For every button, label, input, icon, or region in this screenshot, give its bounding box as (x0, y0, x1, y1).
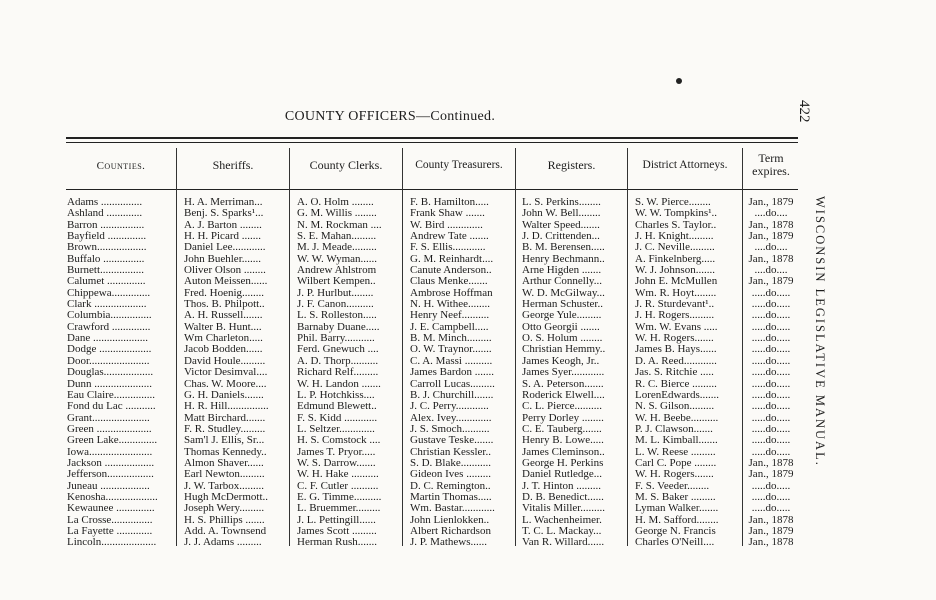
table-cell-clerk: M. J. Meade......... (297, 242, 377, 254)
table-cell-clerk: W. H. Landon ....... (297, 378, 381, 390)
table-cell-register: D. B. Benedict...... (522, 491, 604, 503)
table-cell-treasurer: S. D. Blake........... (410, 457, 491, 469)
table-cell-expires: .....do..... (751, 310, 791, 322)
table-cell-expires: ....do.... (754, 242, 788, 254)
table-cell-treasurer: Gustave Teske....... (410, 435, 494, 447)
table-cell-treasurer: James Bardon ....... (410, 367, 495, 379)
table-cell-attorney: John E. McMullen (635, 276, 718, 288)
table-cell-clerk: N. M. Rockman .... (297, 219, 382, 231)
table-cell-expires: ....do.... (754, 208, 788, 220)
table-cell-clerk: L. P. Hotchkiss.... (297, 389, 375, 401)
header-county-clerks: County Clerks. (309, 158, 383, 172)
table-cell-county: Grant..................... (67, 412, 150, 424)
table-cell-sheriff: Benj. S. Sparks¹... (184, 208, 264, 220)
table-cell-attorney: S. W. Pierce........ (635, 197, 711, 208)
table-cell-treasurer: F. B. Hamilton..... (410, 197, 489, 208)
column-divider (515, 148, 516, 546)
table-cell-expires: ....do.... (754, 265, 788, 277)
header-county-treasurers: County Treasurers. (415, 159, 503, 171)
table-cell-attorney: A. Finkelnberg..... (635, 253, 716, 265)
table-cell-treasurer: Henry Neef.......... (410, 310, 490, 322)
table-cell-clerk: L. Seltzer............. (297, 423, 375, 435)
table-cell-sheriff: F. R. Studley......... (184, 423, 266, 435)
table-cell-sheriff: Almon Shaver...... (184, 457, 264, 469)
table-cell-clerk: Edmund Blewett.. (297, 401, 377, 413)
top-rule-thin (66, 142, 798, 143)
running-title: WISCONSIN LEGISLATIVE MANUAL. (813, 196, 827, 467)
table-cell-expires: .....do..... (751, 435, 791, 447)
table-cell-treasurer: J. S. Smoch.......... (410, 423, 490, 435)
table-cell-attorney: James B. Hays...... (635, 344, 717, 356)
table-cell-county: Kenosha................... (67, 491, 158, 503)
table-cell-attorney: R. C. Bierce ......... (635, 378, 717, 390)
table-cell-attorney: M. S. Baker ......... (635, 491, 716, 503)
table-cell-expires: .....do..... (751, 355, 791, 367)
table-cell-expires: Jan., 1879 (748, 197, 794, 208)
table-cell-sheriff: J. W. Tarbox......... (184, 480, 265, 492)
table-cell-attorney: N. S. Gilson......... (635, 401, 715, 413)
table-cell-sheriff: Daniel Lee............ (184, 242, 266, 254)
table-cell-sheriff: Earl Newton......... (184, 469, 265, 481)
table-cell-county: Door...................... (67, 355, 150, 367)
table-cell-county: Dodge ................... (67, 344, 152, 356)
table-cell-sheriff: Walter B. Hunt.... (184, 321, 262, 333)
column-divider (402, 148, 403, 546)
table-cell-sheriff: Thos. B. Philpott.. (184, 299, 265, 311)
table-cell-clerk: G. M. Willis ........ (297, 208, 377, 220)
table-cell-register: Henry Bechmann.. (522, 253, 605, 265)
table-cell-county: Jackson .................. (67, 457, 155, 469)
table-cell-register: J. D. Crittenden... (522, 231, 600, 243)
table-cell-register: Perry Dorley ........ (522, 412, 604, 424)
table-cell-register: Roderick Elwell.... (522, 389, 605, 401)
table-cell-clerk: H. S. Comstock .... (297, 435, 381, 447)
table-cell-county: Dane .................... (67, 333, 148, 345)
table-cell-sheriff: Joseph Wery......... (184, 503, 265, 515)
table-cell-treasurer: Wm. Bastar............ (410, 503, 495, 515)
table-cell-county: Jefferson................. (67, 469, 154, 481)
table-cell-treasurer: F. S. Ellis............ (410, 242, 486, 254)
table-cell-treasurer: B. J. Churchill....... (410, 389, 494, 401)
table-cell-county: Brown.................. (67, 242, 147, 254)
table-cell-register: O. S. Holum ........ (522, 333, 603, 345)
table-cell-county: Juneau .................. (67, 480, 150, 492)
table-cell-clerk: Andrew Ahlstrom (297, 265, 377, 277)
table-cell-sheriff: David Houle......... (184, 355, 266, 367)
table-cell-expires: .....do..... (751, 321, 791, 333)
table-cell-county: Dunn ..................... (67, 378, 152, 390)
table-cell-county: Fond du Lac ........... (67, 401, 156, 413)
table-cell-attorney: LorenEdwards....... (635, 389, 720, 401)
table-cell-attorney: Charles O'Neill.... (635, 537, 715, 549)
table-cell-treasurer: J. E. Campbell..... (410, 321, 489, 333)
table-cell-register: Daniel Rutledge... (522, 469, 603, 481)
table-cell-attorney: W. H. Rogers....... (635, 333, 714, 345)
table-cell-attorney: W. H. Rogers....... (635, 469, 714, 481)
table-cell-treasurer: B. M. Minch......... (410, 333, 492, 345)
table-cell-attorney: J. H. Knight......... (635, 231, 714, 243)
table-cell-clerk: S. E. Mahan......... (297, 231, 377, 243)
table-cell-treasurer: O. W. Traynor....... (410, 344, 492, 356)
column-registers (522, 197, 626, 549)
column-sheriffs (184, 197, 288, 549)
table-cell-attorney: M. L. Kimball....... (635, 435, 718, 447)
table-cell-sheriff: Add. A. Townsend (184, 525, 267, 537)
table-cell-expires: .....do..... (751, 503, 791, 515)
table-cell-expires: Jan., 1879 (748, 231, 794, 243)
table-cell-expires: Jan., 1878 (748, 253, 794, 265)
table-cell-attorney: Lyman Walker....... (635, 503, 719, 515)
table-cell-treasurer: Andrew Tate ....... (410, 231, 489, 243)
column-divider (176, 148, 177, 546)
table-cell-clerk: W. H. Hake .......... (297, 469, 379, 481)
table-cell-expires: Jan., 1878 (748, 537, 794, 549)
table-cell-clerk: James T. Pryor..... (297, 446, 376, 458)
table-cell-sheriff: Auton Meissen...... (184, 276, 268, 288)
table-cell-attorney: J. H. Rogers......... (635, 310, 715, 322)
table-cell-county: Calumet .............. (67, 276, 146, 288)
table-cell-clerk: W. W. Wyman...... (297, 253, 378, 265)
table-cell-county: La Fayette ............. (67, 525, 153, 537)
table-cell-register: Christian Hemmy.. (522, 344, 606, 356)
table-cell-sheriff: Chas. W. Moore.... (184, 378, 267, 390)
table-cell-attorney: J. C. Neville......... (635, 242, 715, 254)
table-cell-county: Adams ............... (67, 197, 143, 208)
table-cell-attorney: W. H. Beebe.......... (635, 412, 719, 424)
table-cell-treasurer: N. H. Withee........ (410, 299, 491, 311)
table-cell-treasurer: Canute Anderson.. (410, 265, 492, 277)
table-cell-expires: .....do..... (751, 389, 791, 401)
table-cell-register: John W. Bell........ (522, 208, 601, 220)
table-cell-treasurer: Ambrose Hoffman (410, 287, 493, 299)
table-cell-expires: .....do..... (751, 423, 791, 435)
column-divider (742, 148, 743, 546)
table-cell-expires: .....do..... (751, 287, 791, 299)
table-cell-county: Chippewa.............. (67, 287, 151, 299)
table-cell-register: Van R. Willard...... (522, 537, 605, 549)
table-cell-county: Douglas.................. (67, 367, 154, 379)
column-term-expires (744, 197, 798, 549)
table-cell-clerk: Herman Rush....... (297, 537, 378, 549)
table-cell-treasurer: G. M. Reinhardt.... (410, 253, 494, 265)
page-number: 422 (796, 100, 812, 123)
table-cell-attorney: L. W. Reese ......... (635, 446, 716, 458)
table-cell-register: L. S. Perkins........ (522, 197, 601, 208)
table-cell-register: S. A. Peterson....... (522, 378, 604, 390)
table-cell-treasurer: J. C. Perry............ (410, 401, 489, 413)
table-cell-attorney: P. J. Clawson....... (635, 423, 713, 435)
column-county-clerks (297, 197, 401, 549)
table-cell-county: La Crosse............... (67, 514, 153, 526)
table-cell-attorney: Jas. S. Ritchie ..... (635, 367, 714, 379)
header-sheriffs: Sheriffs. (212, 158, 254, 172)
table-cell-expires: Jan., 1879 (748, 469, 794, 481)
table-cell-sheriff: H. R. Hill............... (184, 401, 269, 413)
table-cell-sheriff: A. H. Russell....... (184, 310, 263, 322)
table-cell-county: Burnett................ (67, 265, 144, 277)
column-district-attorneys (635, 197, 741, 549)
table-cell-register: James Keogh, Jr.. (522, 355, 600, 367)
table-cell-attorney: Carl C. Pope ........ (635, 457, 717, 469)
table-cell-treasurer: Albert Richardson (410, 525, 491, 537)
table-cell-county: Iowa....................... (67, 446, 153, 458)
table-cell-clerk: F. S. Kidd ............ (297, 412, 378, 424)
table-cell-clerk: E. G. Timme.......... (297, 491, 382, 503)
table-cell-expires: .....do..... (751, 299, 791, 311)
table-cell-sheriff: Fred. Hoenig........ (184, 287, 265, 299)
table-cell-county: Lincoln.................... (67, 537, 157, 549)
column-divider (289, 148, 290, 546)
table-cell-county: Kewaunee .............. (67, 503, 155, 515)
table-cell-clerk: A. D. Thorp.......... (297, 355, 379, 367)
table-cell-expires: .....do..... (751, 344, 791, 356)
table-cell-register: L. Wachenheimer. (522, 514, 602, 526)
table-cell-expires: .....do..... (751, 378, 791, 390)
table-cell-treasurer: Christian Kessler.. (410, 446, 491, 458)
table-cell-treasurer: Carroll Lucas......... (410, 378, 495, 390)
table-cell-register: C. L. Pierce.......... (522, 401, 603, 413)
table-cell-county: Crawford .............. (67, 321, 151, 333)
header-counties: Counties. (96, 160, 146, 172)
table-cell-treasurer: W. Bird ............. (410, 219, 483, 231)
table-cell-county: Barron ................ (67, 219, 145, 231)
table-cell-register: W. D. McGilway... (522, 287, 605, 299)
table-cell-attorney: Charles S. Taylor.. (635, 219, 717, 231)
table-cell-sheriff: Victor Desimval.... (184, 367, 268, 379)
table-cell-sheriff: J. J. Adams ......... (184, 537, 262, 549)
header-registers: Registers. (547, 158, 596, 172)
table-cell-sheriff: A. J. Barton ........ (184, 219, 262, 231)
table-cell-clerk: Richard Relf......... (297, 367, 379, 379)
table-cell-sheriff: Hugh McDermott.. (184, 491, 269, 503)
table-cell-county: Clark ................... (67, 299, 147, 311)
table-cell-clerk: A. O. Holm ........ (297, 197, 374, 208)
table-cell-expires: .....do..... (751, 333, 791, 345)
table-cell-register: Otto Georgii ....... (522, 321, 600, 333)
table-cell-register: George Yule......... (522, 310, 602, 322)
table-cell-clerk: Phil. Barry........... (297, 333, 375, 345)
table-cell-register: J. T. Hinton ......... (522, 480, 602, 492)
table-cell-clerk: L. S. Rolleston..... (297, 310, 377, 322)
table-cell-expires: .....do..... (751, 446, 791, 458)
table-cell-attorney: D. A. Reed............ (635, 355, 717, 367)
table-cell-register: Arthur Connelly... (522, 276, 602, 288)
page-title: COUNTY OFFICERS—Continued. (284, 109, 496, 124)
table-cell-attorney: F. S. Veeder........ (635, 480, 710, 492)
table-cell-treasurer: J. P. Mathews...... (410, 537, 488, 549)
table-cell-expires: Jan., 1879 (748, 276, 794, 288)
table-cell-attorney: J. R. Sturdevant¹.. (635, 299, 715, 311)
table-cell-register: Herman Schuster.. (522, 299, 603, 311)
table-cell-clerk: C. F. Cutler .......... (297, 480, 379, 492)
table-cell-expires: Jan., 1878 (748, 219, 794, 231)
table-cell-register: C. E. Tauberg....... (522, 423, 602, 435)
table-cell-county: Buffalo ............... (67, 253, 145, 265)
table-cell-sheriff: Oliver Olson ........ (184, 265, 266, 277)
table-cell-expires: Jan., 1879 (748, 525, 794, 537)
table-cell-county: Green .................... (67, 423, 152, 435)
table-cell-sheriff: Wm Charleton..... (184, 333, 263, 345)
table-cell-clerk: J. F. Canon.......... (297, 299, 374, 311)
table-cell-county: Bayfield .............. (67, 231, 147, 243)
table-cell-expires: .....do..... (751, 401, 791, 413)
table-cell-sheriff: Jacob Bodden...... (184, 344, 263, 356)
table-cell-treasurer: C. A. Massi .......... (410, 355, 493, 367)
table-cell-register: Arne Higden ....... (522, 265, 602, 277)
header-term-expires: Term expires. (752, 151, 790, 178)
table-cell-clerk: Ferd. Gnewuch .... (297, 344, 379, 356)
table-cell-register: James Cleminson.. (522, 446, 605, 458)
table-cell-attorney: W. J. Johnson....... (635, 265, 715, 277)
table-cell-expires: .....do..... (751, 480, 791, 492)
table-cell-sheriff: G. H. Daniels....... (184, 389, 264, 401)
table-cell-treasurer: Frank Shaw ....... (410, 208, 485, 220)
table-cell-attorney: George N. Francis (635, 525, 716, 537)
table-cell-county: Green Lake.............. (67, 435, 158, 447)
table-cell-attorney: Wm. R. Hoyt........ (635, 287, 717, 299)
table-cell-treasurer: Gideon Ives ......... (410, 469, 491, 481)
table-cell-sheriff: Sam'l J. Ellis, Sr... (184, 435, 265, 447)
table-cell-sheriff: H. S. Phillips ....... (184, 514, 265, 526)
table-cell-sheriff: Matt Birchard....... (184, 412, 266, 424)
table-cell-treasurer: Claus Menke....... (410, 276, 488, 288)
header-district-attorneys: District Attorneys. (642, 159, 728, 171)
table-cell-sheriff: H. A. Merriman... (184, 197, 263, 208)
table-cell-attorney: W. W. Tompkins¹.. (635, 208, 717, 220)
table-cell-register: George H. Perkins (522, 457, 604, 469)
table-cell-expires: .....do..... (751, 491, 791, 503)
table-cell-treasurer: D. C. Remington.. (410, 480, 491, 492)
table-cell-attorney: H. M. Safford........ (635, 514, 719, 526)
table-cell-treasurer: John Lienlokken.. (410, 514, 490, 526)
table-cell-treasurer: Alex. Ivey............. (410, 412, 492, 424)
table-cell-register: B. M. Berensen..... (522, 242, 605, 254)
table-cell-clerk: James Scott ......... (297, 525, 377, 537)
table-cell-register: Walter Speed....... (522, 219, 600, 231)
table-cell-clerk: W. S. Darrow....... (297, 457, 376, 469)
table-cell-county: Eau Claire............... (67, 389, 155, 401)
table-cell-sheriff: H. H. Picard ....... (184, 231, 261, 243)
table-cell-clerk: L. Bruemmer......... (297, 503, 381, 515)
table-cell-sheriff: Thomas Kennedy.. (184, 446, 267, 458)
table-cell-county: Columbia............... (67, 310, 152, 322)
table-cell-treasurer: Martin Thomas..... (410, 491, 492, 503)
column-county-treasurers (410, 197, 514, 549)
table-cell-attorney: Wm. W. Evans ..... (635, 321, 718, 333)
table-cell-county: Ashland ............. (67, 208, 143, 220)
table-cell-expires: .....do..... (751, 412, 791, 424)
table-cell-sheriff: John Buehler....... (184, 253, 261, 265)
table-cell-clerk: Wilbert Kempen.. (297, 276, 376, 288)
table-cell-clerk: J. P. Hurlbut........ (297, 287, 374, 299)
ink-dot (676, 78, 682, 84)
table-cell-expires: Jan., 1878 (748, 457, 794, 469)
table-cell-expires: Jan., 1878 (748, 514, 794, 526)
table-cell-expires: .....do..... (751, 367, 791, 379)
top-rule-thick (66, 137, 798, 139)
table-cell-clerk: Barnaby Duane..... (297, 321, 380, 333)
table-cell-register: James Syer............ (522, 367, 605, 379)
table-cell-register: Vitalis Miller......... (522, 503, 606, 515)
column-divider (627, 148, 628, 546)
table-cell-register: T. C. L. Mackay... (522, 525, 602, 537)
table-cell-register: Henry B. Lowe..... (522, 435, 604, 447)
column-counties (67, 197, 174, 549)
table-cell-clerk: J. L. Pettingill...... (297, 514, 376, 526)
